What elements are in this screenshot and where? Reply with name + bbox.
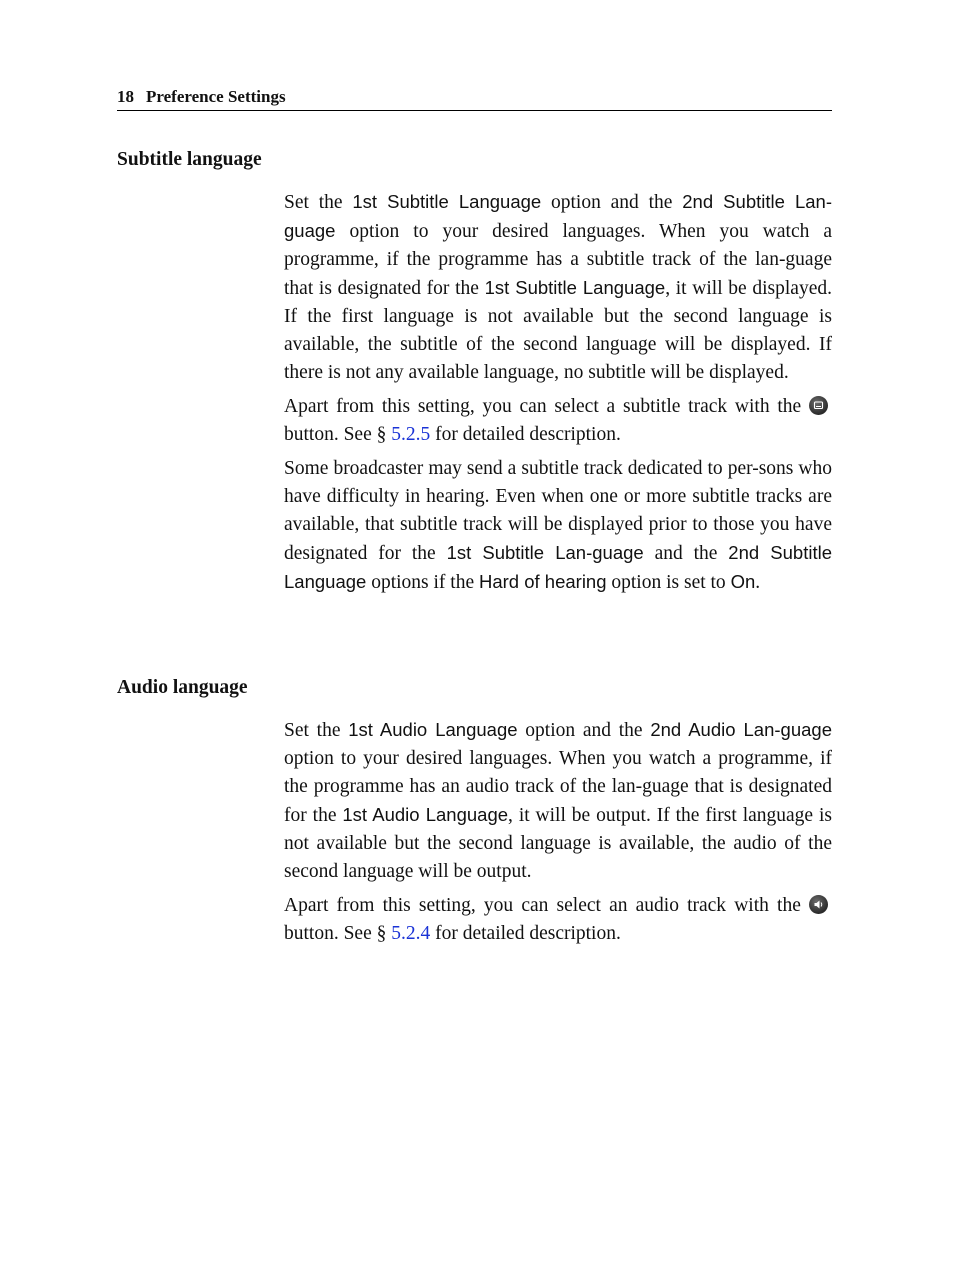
option-name: 1st Audio Language: [342, 804, 509, 825]
option-name: Hard of hearing: [478, 571, 607, 592]
option-name: 1st Subtitle Lan-guage: [446, 542, 644, 563]
paragraph: Apart from this setting, you can select a subtitle track with the button. See § 5.2.5 for detailed description.: [284, 393, 832, 449]
subtitle-language-body: [284, 188, 832, 603]
section-link-5-2-5[interactable]: 5.2.5: [391, 424, 431, 445]
option-name: 2nd Audio Lan-guage: [650, 719, 832, 740]
option-name: 1st Subtitle Language: [484, 277, 666, 298]
section-heading-subtitle-language: Subtitle language: [117, 149, 262, 170]
audio-language-body: [284, 716, 832, 954]
option-name: 1st Audio Language: [348, 719, 518, 740]
option-name: 1st Subtitle Language: [352, 191, 542, 212]
section-link-5-2-4[interactable]: 5.2.4: [391, 923, 431, 944]
running-header: [117, 86, 832, 111]
paragraph: Some broadcaster may send a subtitle track dedicated to per-sons who have difficulty in hearing. Even when one or more subtitle tracks are available, that subtitle track will be displayed prior to those you have designated for the 1st Subtitle Lan-guage and the 2nd Subtitle Language options if the Hard of hearing option is set to On.: [284, 458, 833, 593]
paragraph: Apart from this setting, you can select an audio track with the button. See § 5.2.4 for detailed description.: [284, 892, 832, 948]
audio-button-icon: [809, 895, 828, 914]
paragraph: Set the 1st Audio Language option and the 2nd Audio Lan-guage option to your desired languages. When you watch a programme, if the programme has an audio track of the lan-guage that is designated for the 1st Audio Language, it will be output. If the first language is not available but the second language is available, the audio of the second language will be output.: [284, 719, 832, 882]
chapter-title: Preference Settings: [146, 87, 286, 106]
option-value: On: [730, 571, 756, 592]
subtitle-button-icon: [809, 396, 828, 415]
paragraph: Set the 1st Subtitle Language option and the 2nd Subtitle Lan-guage option to your desired languages. When you watch a programme, if the programme has a subtitle track of the lan-guage that is designated for the 1st Subtitle Language, it will be displayed. If the first language is not available but the second language is available, the subtitle of the second language will be displayed. If there is not any available language, no subtitle will be displayed.: [284, 191, 832, 383]
option-name: 2nd Subtitle Language: [284, 542, 833, 592]
page-number: 18: [117, 87, 134, 106]
option-name: 2nd Subtitle Lan-guage: [284, 191, 832, 241]
section-heading-audio-language: Audio language: [117, 677, 248, 698]
